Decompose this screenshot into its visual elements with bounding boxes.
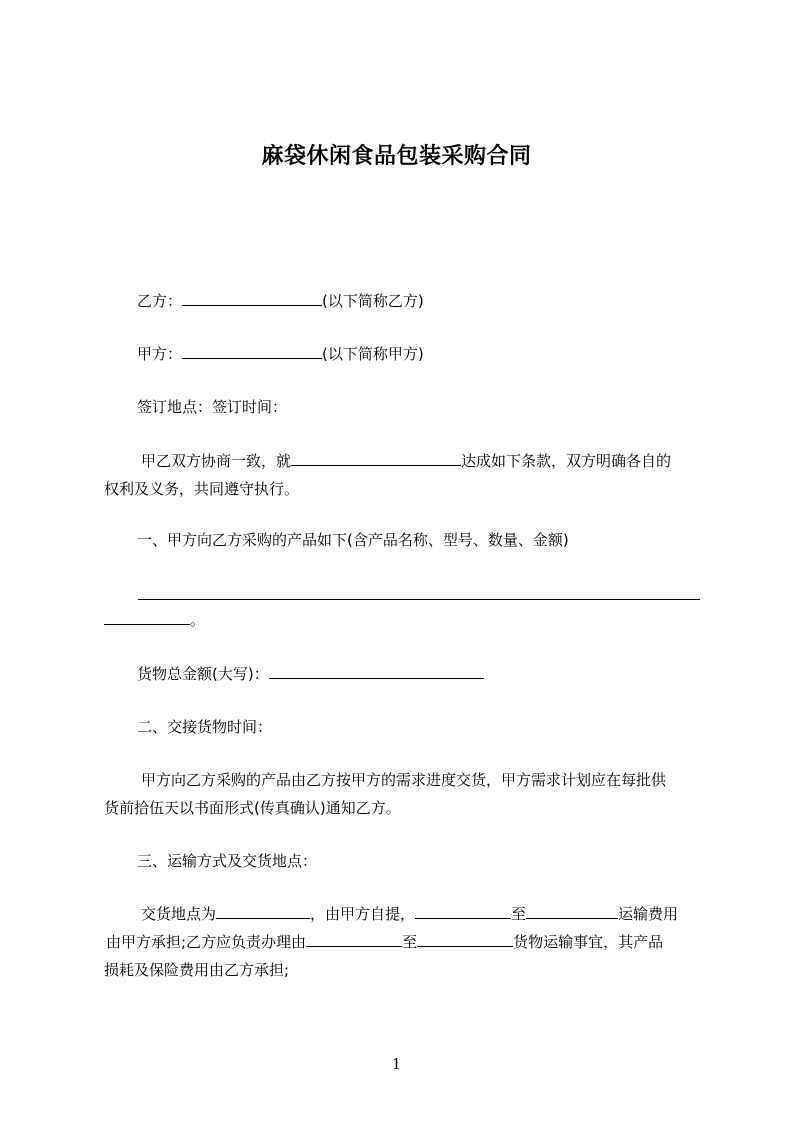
freight-label: 运输费用 — [618, 905, 679, 923]
intro-suffix: 达成如下条款，双方明确各自的 — [461, 452, 672, 470]
delivery-place-blank[interactable] — [216, 904, 310, 919]
total-amount-label: 货物总金额(大写)： — [137, 665, 269, 683]
sign-info: 签订地点：签订时间： — [137, 398, 288, 416]
product-list-blank-line-1[interactable] — [138, 599, 700, 600]
transport-to-blank[interactable] — [417, 932, 513, 947]
party-a-suffix: (以下简称甲方) — [322, 345, 424, 363]
pickup-to-label: 至 — [511, 905, 527, 923]
transport-to-label: 至 — [402, 933, 418, 951]
page-number: 1 — [391, 1055, 402, 1073]
transport-text: 由甲方承担;乙方应负责办理由 — [106, 933, 307, 951]
party-a-blank[interactable] — [182, 344, 322, 359]
product-list-end: 。 — [190, 611, 206, 629]
party-b-blank[interactable] — [182, 291, 322, 306]
self-pickup-text: ，由甲方自提， — [310, 905, 416, 923]
total-amount-blank[interactable] — [269, 664, 484, 679]
pickup-to-blank[interactable] — [526, 904, 618, 919]
transport-suffix: 货物运输事宜，其产品 — [513, 933, 664, 951]
section-2-line-1: 甲方向乙方采购的产品由乙方按甲方的需求进度交货，甲方需求计划应在每批供 — [141, 771, 667, 789]
contract-title: 麻袋休闲食品包装采购合同 — [261, 144, 532, 169]
section-3-line-1 — [141, 904, 678, 924]
section-2-line-2: 货前拾伍天以书面形式(传真确认)通知乙方。 — [104, 799, 401, 817]
party-a-label: 甲方： — [137, 345, 183, 363]
section-3-line-3: 损耗及保险费用由乙方承担; — [104, 961, 290, 979]
intro-blank[interactable] — [291, 451, 461, 466]
section-3-heading: 三、运输方式及交货地点： — [137, 852, 318, 870]
section-2-heading: 二、交接货物时间： — [137, 718, 273, 736]
intro-prefix: 甲乙双方协商一致，就 — [141, 452, 292, 470]
party-a-line — [137, 344, 424, 364]
total-amount-line — [137, 664, 484, 684]
pickup-from-blank[interactable] — [415, 904, 511, 919]
party-b-suffix: (以下简称乙方) — [322, 292, 424, 310]
party-b-label: 乙方： — [137, 292, 183, 310]
delivery-place-label: 交货地点为 — [141, 905, 217, 923]
intro-line-2: 权利及义务，共同遵守执行。 — [104, 480, 300, 498]
product-list-blank-line-2[interactable] — [104, 610, 190, 625]
section-3-line-2 — [106, 932, 663, 952]
product-list-line-2 — [104, 610, 205, 630]
party-b-line — [137, 291, 424, 311]
intro-line-1 — [141, 451, 671, 471]
transport-from-blank[interactable] — [306, 932, 402, 947]
section-1-heading: 一、甲方向乙方采购的产品如下(含产品名称、型号、数量、金额) — [137, 531, 569, 549]
